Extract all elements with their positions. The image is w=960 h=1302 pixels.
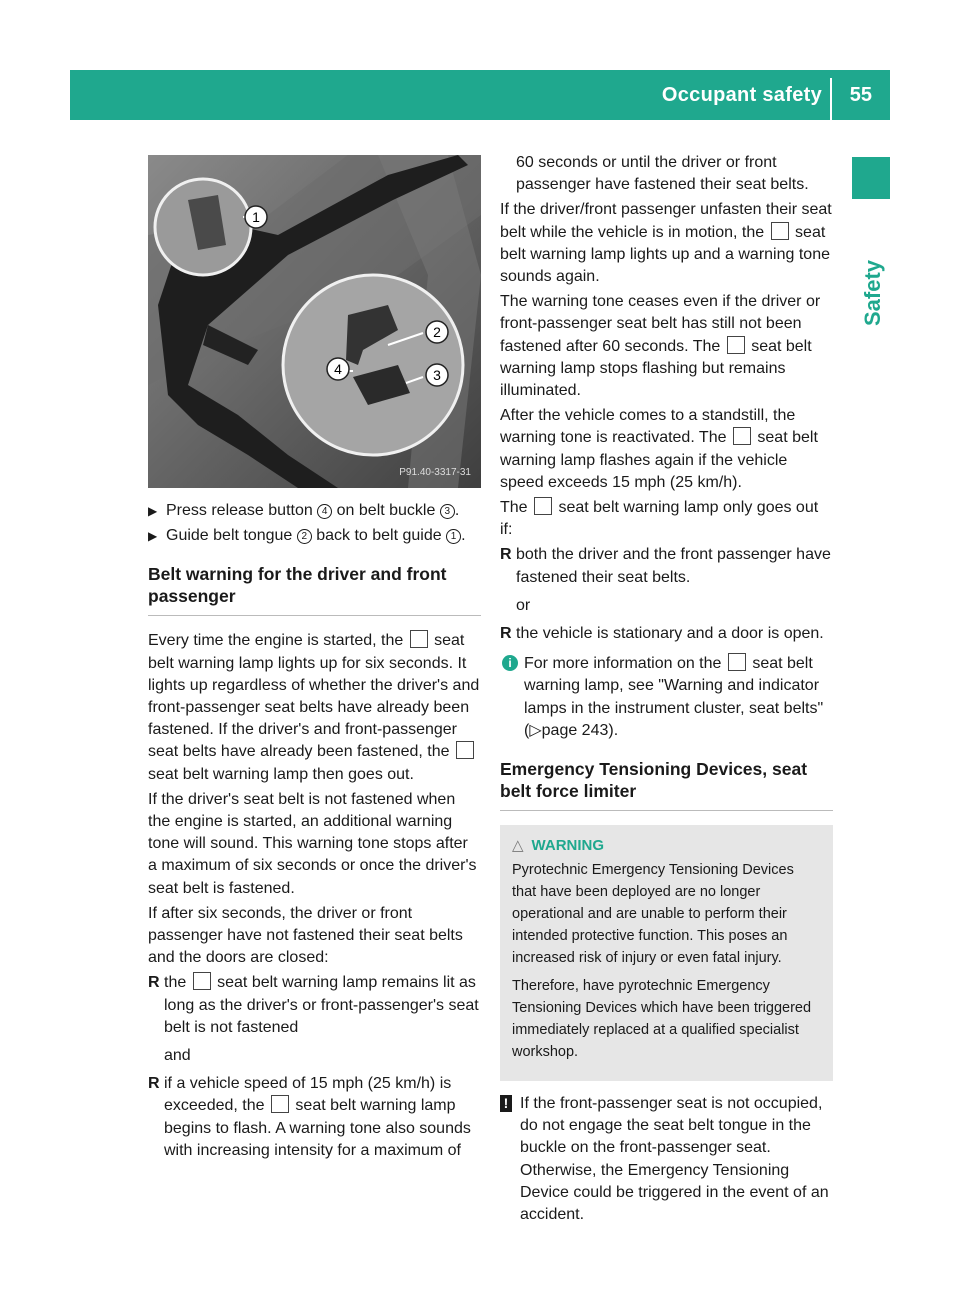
paragraph: After the vehicle comes to a standstill, the warning tone is reactivated. The seat belt warning lamp flashes again if the vehicle speed exceeds 15 mph (25 km/h). <box>500 407 818 491</box>
svg-text:1: 1 <box>252 209 260 225</box>
callout-4 <box>327 358 349 380</box>
warning-header: △ WARNING <box>512 837 605 855</box>
side-tab-label: Safety <box>860 259 885 326</box>
callout-ref: 4 <box>317 504 332 519</box>
paragraph: If the driver's seat belt is not fastened when the engine is started, an additional warning tone will sound. This warning tone stops after a maximum of six seconds or once the driver's seat belt is fastened. <box>148 790 477 897</box>
paragraph: The warning tone ceases even if the driver or front-passenger seat belt has still not been fastened after 60 seconds. The seat belt warning lamp stops flashing but remains illuminated. <box>500 293 821 400</box>
conjunction: or <box>516 596 531 614</box>
svg-text:4: 4 <box>334 361 342 377</box>
warning-text: Pyrotechnic Emergency Tensioning Devices that have been deployed are no longer operational and are unable to perform their intended protective function. This poses an increased risk of injury or even fatal injury. <box>512 862 794 967</box>
seat-belt-illustration <box>148 155 481 488</box>
paragraph: The seat belt warning lamp only goes out if: <box>500 499 819 539</box>
callout-ref: 1 <box>446 529 461 544</box>
paragraph: If the driver/front passenger unfasten their seat belt while the vehicle is in motion, the seat belt warning lamp lights up and a warning tone sounds again. <box>500 201 832 286</box>
right-column <box>500 152 833 1226</box>
warning-text: Therefore, have pyrotechnic Emergency Tensioning Devices which have been triggered immediately replaced at a qualified specialist workshop. <box>512 978 812 1061</box>
seat-belt-warning-icon <box>727 336 745 354</box>
seat-belt-warning-icon <box>271 1095 289 1113</box>
seat-belt-warning-icon <box>534 497 552 515</box>
svg-text:3: 3 <box>433 367 441 383</box>
bullet-item: R the vehicle is stationary and a door is open. <box>500 625 824 643</box>
warning-box <box>500 825 833 1081</box>
seat-belt-warning-icon <box>733 427 751 445</box>
side-tab <box>852 157 890 199</box>
seat-belt-figure <box>148 155 481 488</box>
figure-code: P91.40-3317-31 <box>399 466 471 478</box>
bullet-item: R both the driver and the front passenger have fastened their seat belts. <box>500 546 831 586</box>
conjunction: and <box>164 1047 191 1065</box>
seat-belt-warning-icon <box>771 222 789 240</box>
seat-belt-warning-icon <box>193 972 211 990</box>
header-bar <box>70 70 890 120</box>
seat-belt-warning-icon <box>410 630 428 648</box>
paragraph: Every time the engine is started, the seat belt warning lamp lights up for six seconds. It lights up regardless of whether the driver's and front-passenger seat belts have already been fastened. If the driver's and front-passenger seat belts have already been fastened, the seat belt warning lamp then goes out. <box>148 632 480 783</box>
page-ref-arrow-icon: ▷ <box>529 721 542 739</box>
step-arrow-icon: ▶ <box>148 504 158 518</box>
callout-ref: 3 <box>440 504 455 519</box>
callout-2 <box>426 321 448 343</box>
callout-ref: 2 <box>297 529 312 544</box>
header-title: Occupant safety <box>661 84 822 106</box>
seat-belt-warning-icon <box>728 653 746 671</box>
step-2: ▶ Guide belt tongue 2 back to belt guide 1 . <box>148 525 481 547</box>
section-heading-emergency-tensioning: Emergency Tensioning Devices, seat belt force limiter <box>500 758 833 811</box>
page-number: 55 <box>849 84 872 106</box>
step-arrow-icon: ▶ <box>148 529 158 544</box>
info-icon: i <box>502 655 518 671</box>
seat-belt-warning-icon <box>456 741 474 759</box>
svg-text:2: 2 <box>433 324 441 340</box>
section-heading-belt-warning: Belt warning for the driver and front passenger <box>148 563 481 616</box>
paragraph: If after six seconds, the driver or front passenger have not fastened their seat belts and the doors are closed: <box>148 904 463 967</box>
warning-triangle-icon: △ <box>512 837 524 855</box>
left-column <box>148 155 481 1165</box>
page-reference-link[interactable]: page 243). <box>541 721 619 739</box>
callout-3 <box>426 364 448 386</box>
bullet-item: R the seat belt warning lamp remains lit as long as the driver's or front-passenger's seat belt is not fastened <box>148 974 479 1036</box>
header-divider <box>830 78 832 120</box>
exclamation-icon: ! <box>500 1095 512 1112</box>
info-note: i For more information on the seat belt warning lamp, see "Warning and indicator lamps in the instrument cluster, seat belts" (▷page 243). <box>500 653 833 742</box>
bullet-item: R if a vehicle speed of 15 mph (25 km/h) is exceeded, the seat belt warning lamp begins to flash. A warning tone also sounds with increasing intensity for a maximum of <box>148 1075 471 1159</box>
bullet-continuation: 60 seconds or until the driver or front passenger have fastened their seat belts. <box>516 154 809 194</box>
callout-1 <box>245 206 267 228</box>
notice-note: ! If the front-passenger seat is not occupied, do not engage the seat belt tongue in the buckle on the front-passenger seat. Otherwise, the Emergency Tensioning Device could be triggered in the event of an accident. <box>500 1093 833 1226</box>
step-1: ▶ Press release button 4 on belt buckle 3 . <box>148 500 481 522</box>
